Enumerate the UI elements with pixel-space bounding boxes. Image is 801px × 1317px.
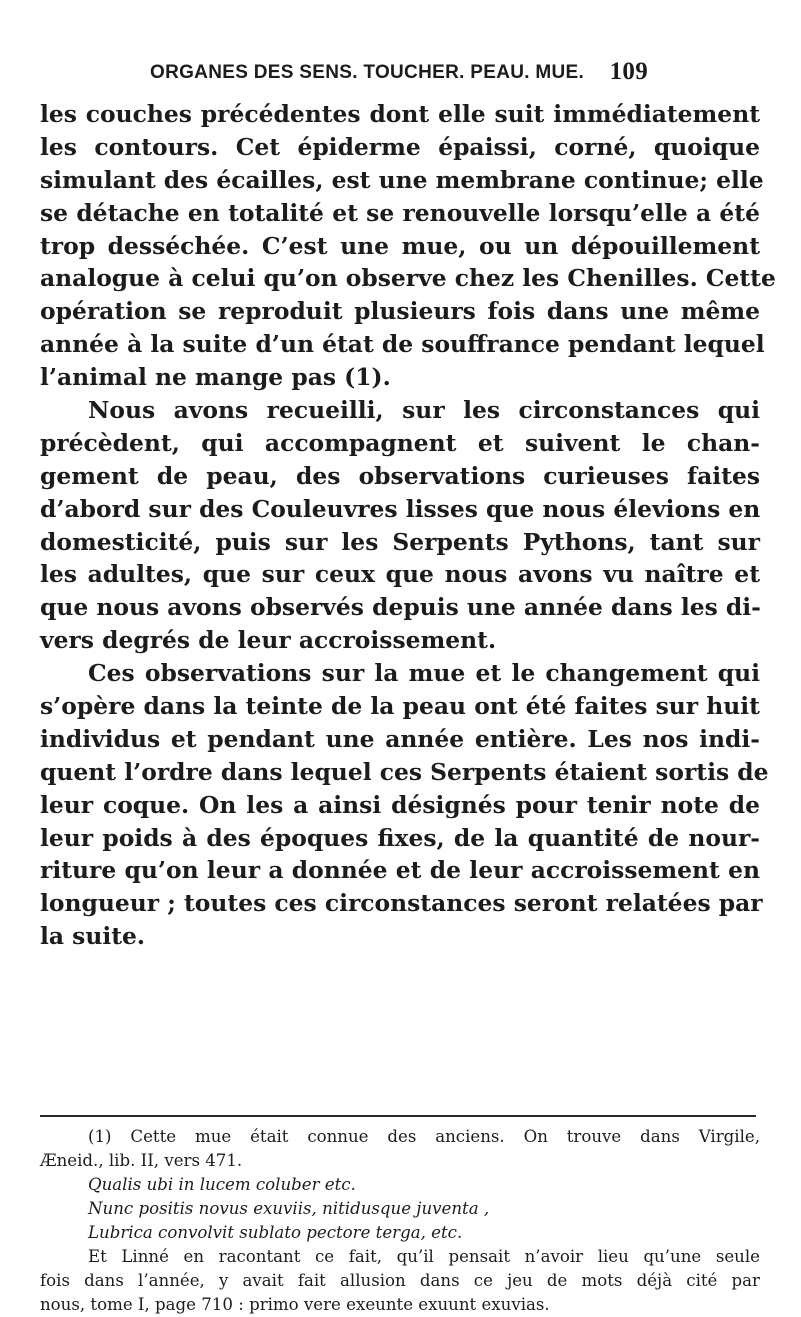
body-text <box>40 98 776 953</box>
text-line: individus et pendant une année entière. Les nos indi- <box>40 724 760 753</box>
text-line: opération se reproduit plusieurs fois dans une même <box>40 297 760 326</box>
text-line: domesticité, puis sur les Serpents Pythons, tant sur <box>40 527 760 556</box>
text-line: gement de peau, des observations curieuses faites <box>40 461 760 490</box>
text-line: quent l’ordre dans lequel ces Serpents étaient sortis de <box>40 757 769 786</box>
text-line: les adultes, que sur ceux que nous avons vu naître et <box>40 560 760 589</box>
footnotes <box>40 1125 760 1317</box>
page-number: 109 <box>609 58 648 85</box>
text-line: les couches précédentes dont elle suit immédiatement <box>40 100 760 128</box>
footnote-quote-line: Nunc positis novus exuviis, nitidusque juventa , <box>88 1199 490 1218</box>
text-line: d’abord sur des Couleuvres lisses que nous élevions en <box>40 494 761 523</box>
text-line: que nous avons observés depuis une année dans les di- <box>40 593 761 622</box>
text-line: se détache en totalité et se renouvelle lorsqu’elle a été <box>40 198 760 227</box>
text-line: leur coque. On les a ainsi désignés pour tenir note de <box>40 790 760 819</box>
text-line: leur poids à des époques fixes, de la quantité de nour- <box>40 823 760 852</box>
paragraph-start-line: Nous avons recueilli, sur les circonstances qui <box>88 396 760 425</box>
paragraph-start-line: Ces observations sur la mue et le changement qui <box>88 659 760 688</box>
text-line: vers degrés de leur accroissement. <box>40 626 497 655</box>
running-title: ORGANES DES SENS. TOUCHER. PEAU. MUE. <box>150 62 585 83</box>
footnote-line: Æneid., lib. II, vers 471. <box>40 1151 243 1170</box>
footnote-line: fois dans l’année, y avait fait allusion dans ce jeu de mots déjà cité par <box>40 1271 760 1290</box>
footnote-line: nous, tome I, page 710 : primo vere exeunte exuunt exuvias. <box>40 1295 550 1314</box>
text-line: analogue à celui qu’on observe chez les Chenilles. Cette <box>40 264 776 293</box>
footnote-quote-line: Lubrica convolvit sublato pectore terga, etc. <box>88 1223 463 1242</box>
footnote-quote-line: Qualis ubi in lucem coluber etc. <box>88 1175 356 1194</box>
footnote-line: Et Linné en racontant ce fait, qu’il pensait n’avoir lieu qu’une seule <box>88 1247 760 1266</box>
text-line: l’animal ne mange pas (1). <box>40 363 391 392</box>
text-line: année à la suite d’un état de souffrance pendant lequel <box>40 330 765 359</box>
footnote-line: (1) Cette mue était connue des anciens. On trouve dans Virgile, <box>88 1127 760 1146</box>
text-line: trop desséchée. C’est une mue, ou un dépouillement <box>40 231 760 260</box>
text-line: longueur ; toutes ces circonstances seront relatées par <box>40 889 763 918</box>
running-head <box>150 58 648 85</box>
text-line: la suite. <box>40 922 146 951</box>
text-line: simulant des écailles, est une membrane continue; elle <box>40 165 764 194</box>
footnote-divider <box>40 1115 756 1117</box>
text-line: les contours. Cet épiderme épaissi, corné, quoique <box>40 132 760 161</box>
text-line: riture qu’on leur a donnée et de leur accroissement en <box>40 856 760 885</box>
text-line: s’opère dans la teinte de la peau ont été faites sur huit <box>40 692 760 721</box>
text-line: précèdent, qui accompagnent et suivent le chan- <box>40 428 760 457</box>
